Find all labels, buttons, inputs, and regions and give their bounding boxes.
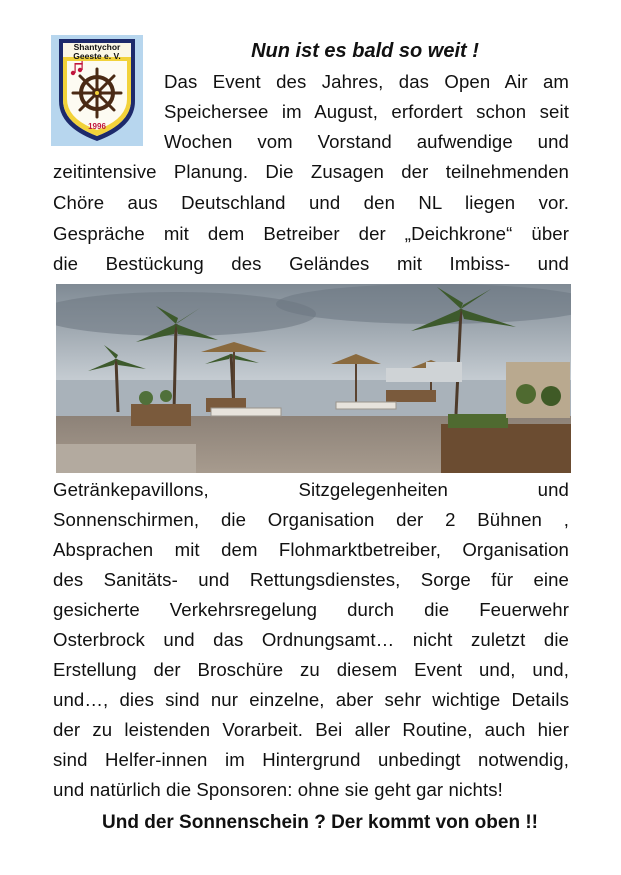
text-line-5: Chöre aus Deutschland und den NL liegen vor. xyxy=(53,192,569,213)
logo-line2: Geeste e. V. xyxy=(73,51,121,61)
text-line-10: Absprachen mit dem Flohmarktbetreiber, Organisation xyxy=(53,539,569,560)
shantychor-logo xyxy=(51,35,143,146)
text-line-1: Das Event des Jahres, das Open Air am xyxy=(164,71,569,92)
lakeside-photo xyxy=(56,284,571,473)
text-line-17: sind Helfer-innen im Hintergrund unbedingt notwendig, xyxy=(53,749,569,770)
text-line-8: Getränkepavillons, Sitzgelegenheiten und xyxy=(53,479,569,500)
ship-wheel-icon xyxy=(73,69,121,117)
closing-line: Und der Sonnenschein ? Der kommt von oben !! xyxy=(102,812,538,833)
text-line-9: Sonnenschirmen, die Organisation der 2 Bühnen , xyxy=(53,509,569,530)
lakeside-scene-icon xyxy=(56,284,571,473)
text-line-3: Wochen vom Vorstand aufwendige und xyxy=(164,131,569,152)
text-line-14: Erstellung der Broschüre zu diesem Event und, und, xyxy=(53,659,569,680)
text-line-11: des Sanitäts- und Rettungsdienstes, Sorge für eine xyxy=(53,569,569,590)
logo-emblem-icon xyxy=(51,35,143,146)
text-line-13: Osterbrock und das Ordnungsamt… nicht zuletzt die xyxy=(53,629,569,650)
text-line-4: zeitintensive Planung. Die Zusagen der teilnehmenden xyxy=(53,161,569,182)
logo-line1: Shantychor xyxy=(73,42,121,52)
text-line-15: und…, dies sind nur einzelne, aber sehr wichtige Details xyxy=(53,689,569,710)
text-line-2: Speichersee im August, erfordert schon seit xyxy=(164,101,569,122)
text-line-12: gesicherte Verkehrsregelung durch die Feuerwehr xyxy=(53,599,569,620)
text-line-6: Gespräche mit dem Betreiber der „Deichkrone“ über xyxy=(53,223,569,244)
text-line-7: die Bestückung des Geländes mit Imbiss- und xyxy=(53,253,569,274)
text-line-18: und natürlich die Sponsoren: ohne sie geht gar nichts! xyxy=(53,779,503,800)
text-line-16: der zu leistenden Vorarbeit. Bei aller Routine, auch hier xyxy=(53,719,569,740)
logo-year: 1996 xyxy=(88,122,106,131)
article-title: Nun ist es bald so weit ! xyxy=(251,40,479,62)
